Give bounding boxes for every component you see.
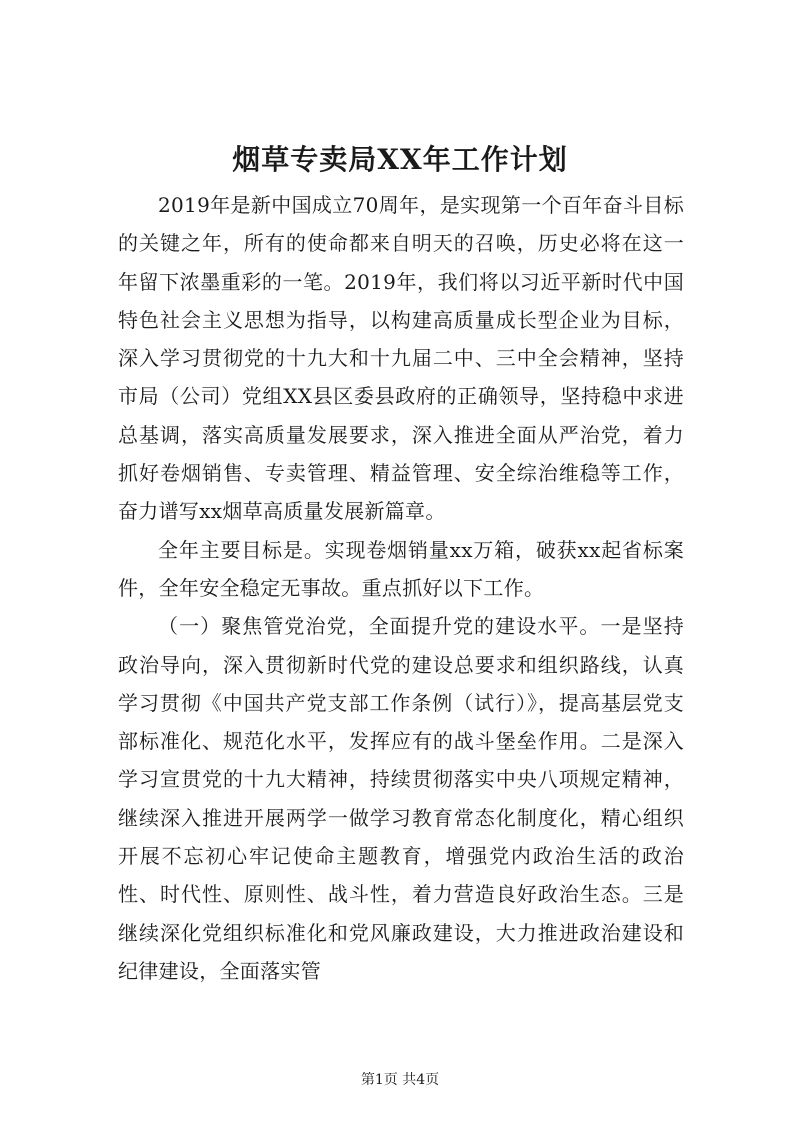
document-body	[118, 186, 684, 990]
paragraph-section-1: （一）聚焦管党治党，全面提升党的建设水平。一是坚持政治导向，深入贯彻新时代党的建设总要求和组织路线，认真学习贯彻《中国共产党支部工作条例（试行）》，提高基层党支部标准化、规范化水平，发挥应有的战斗堡垒作用。二是深入学习宣贯党的十九大精神，持续贯彻落实中央八项规定精神，继续深入推进开展两学一做学习教育常态化制度化，精心组织开展不忘初心牢记使命主题教育，增强党内政治生活的政治性、时代性、原则性、战斗性，着力营造良好政治生态。三是继续深化党组织标准化和党风廉政建设，大力推进政治建设和纪律建设，全面落实管	[118, 614, 684, 983]
paragraph-intro: 2019年是新中国成立70周年，是实现第一个百年奋斗目标的关键之年，所有的使命都来自明天的召唤，历史必将在这一年留下浓墨重彩的一笔。2019年，我们将以习近平新时代中国特色社会主义思想为指导，以构建高质量成长型企业为目标，深入学习贯彻党的十九大和十九届二中、三中全会精神，坚持市局（公司）党组XX县区委县政府的正确领导，坚持稳中求进总基调，落实高质量发展要求，深入推进全面从严治党，着力抓好卷烟销售、专卖管理、精益管理、安全综治维稳等工作，奋力谱写xx烟草高质量发展新篇章。	[118, 193, 684, 524]
document-title: 烟草专卖局XX年工作计划	[232, 143, 568, 176]
page-footer: 第1页 共4页	[360, 1072, 440, 1088]
paragraph-goals: 全年主要目标是。实现卷烟销量xx万箱，破获xx起省标案件，全年安全稳定无事故。重点抓好以下工作。	[118, 537, 684, 600]
